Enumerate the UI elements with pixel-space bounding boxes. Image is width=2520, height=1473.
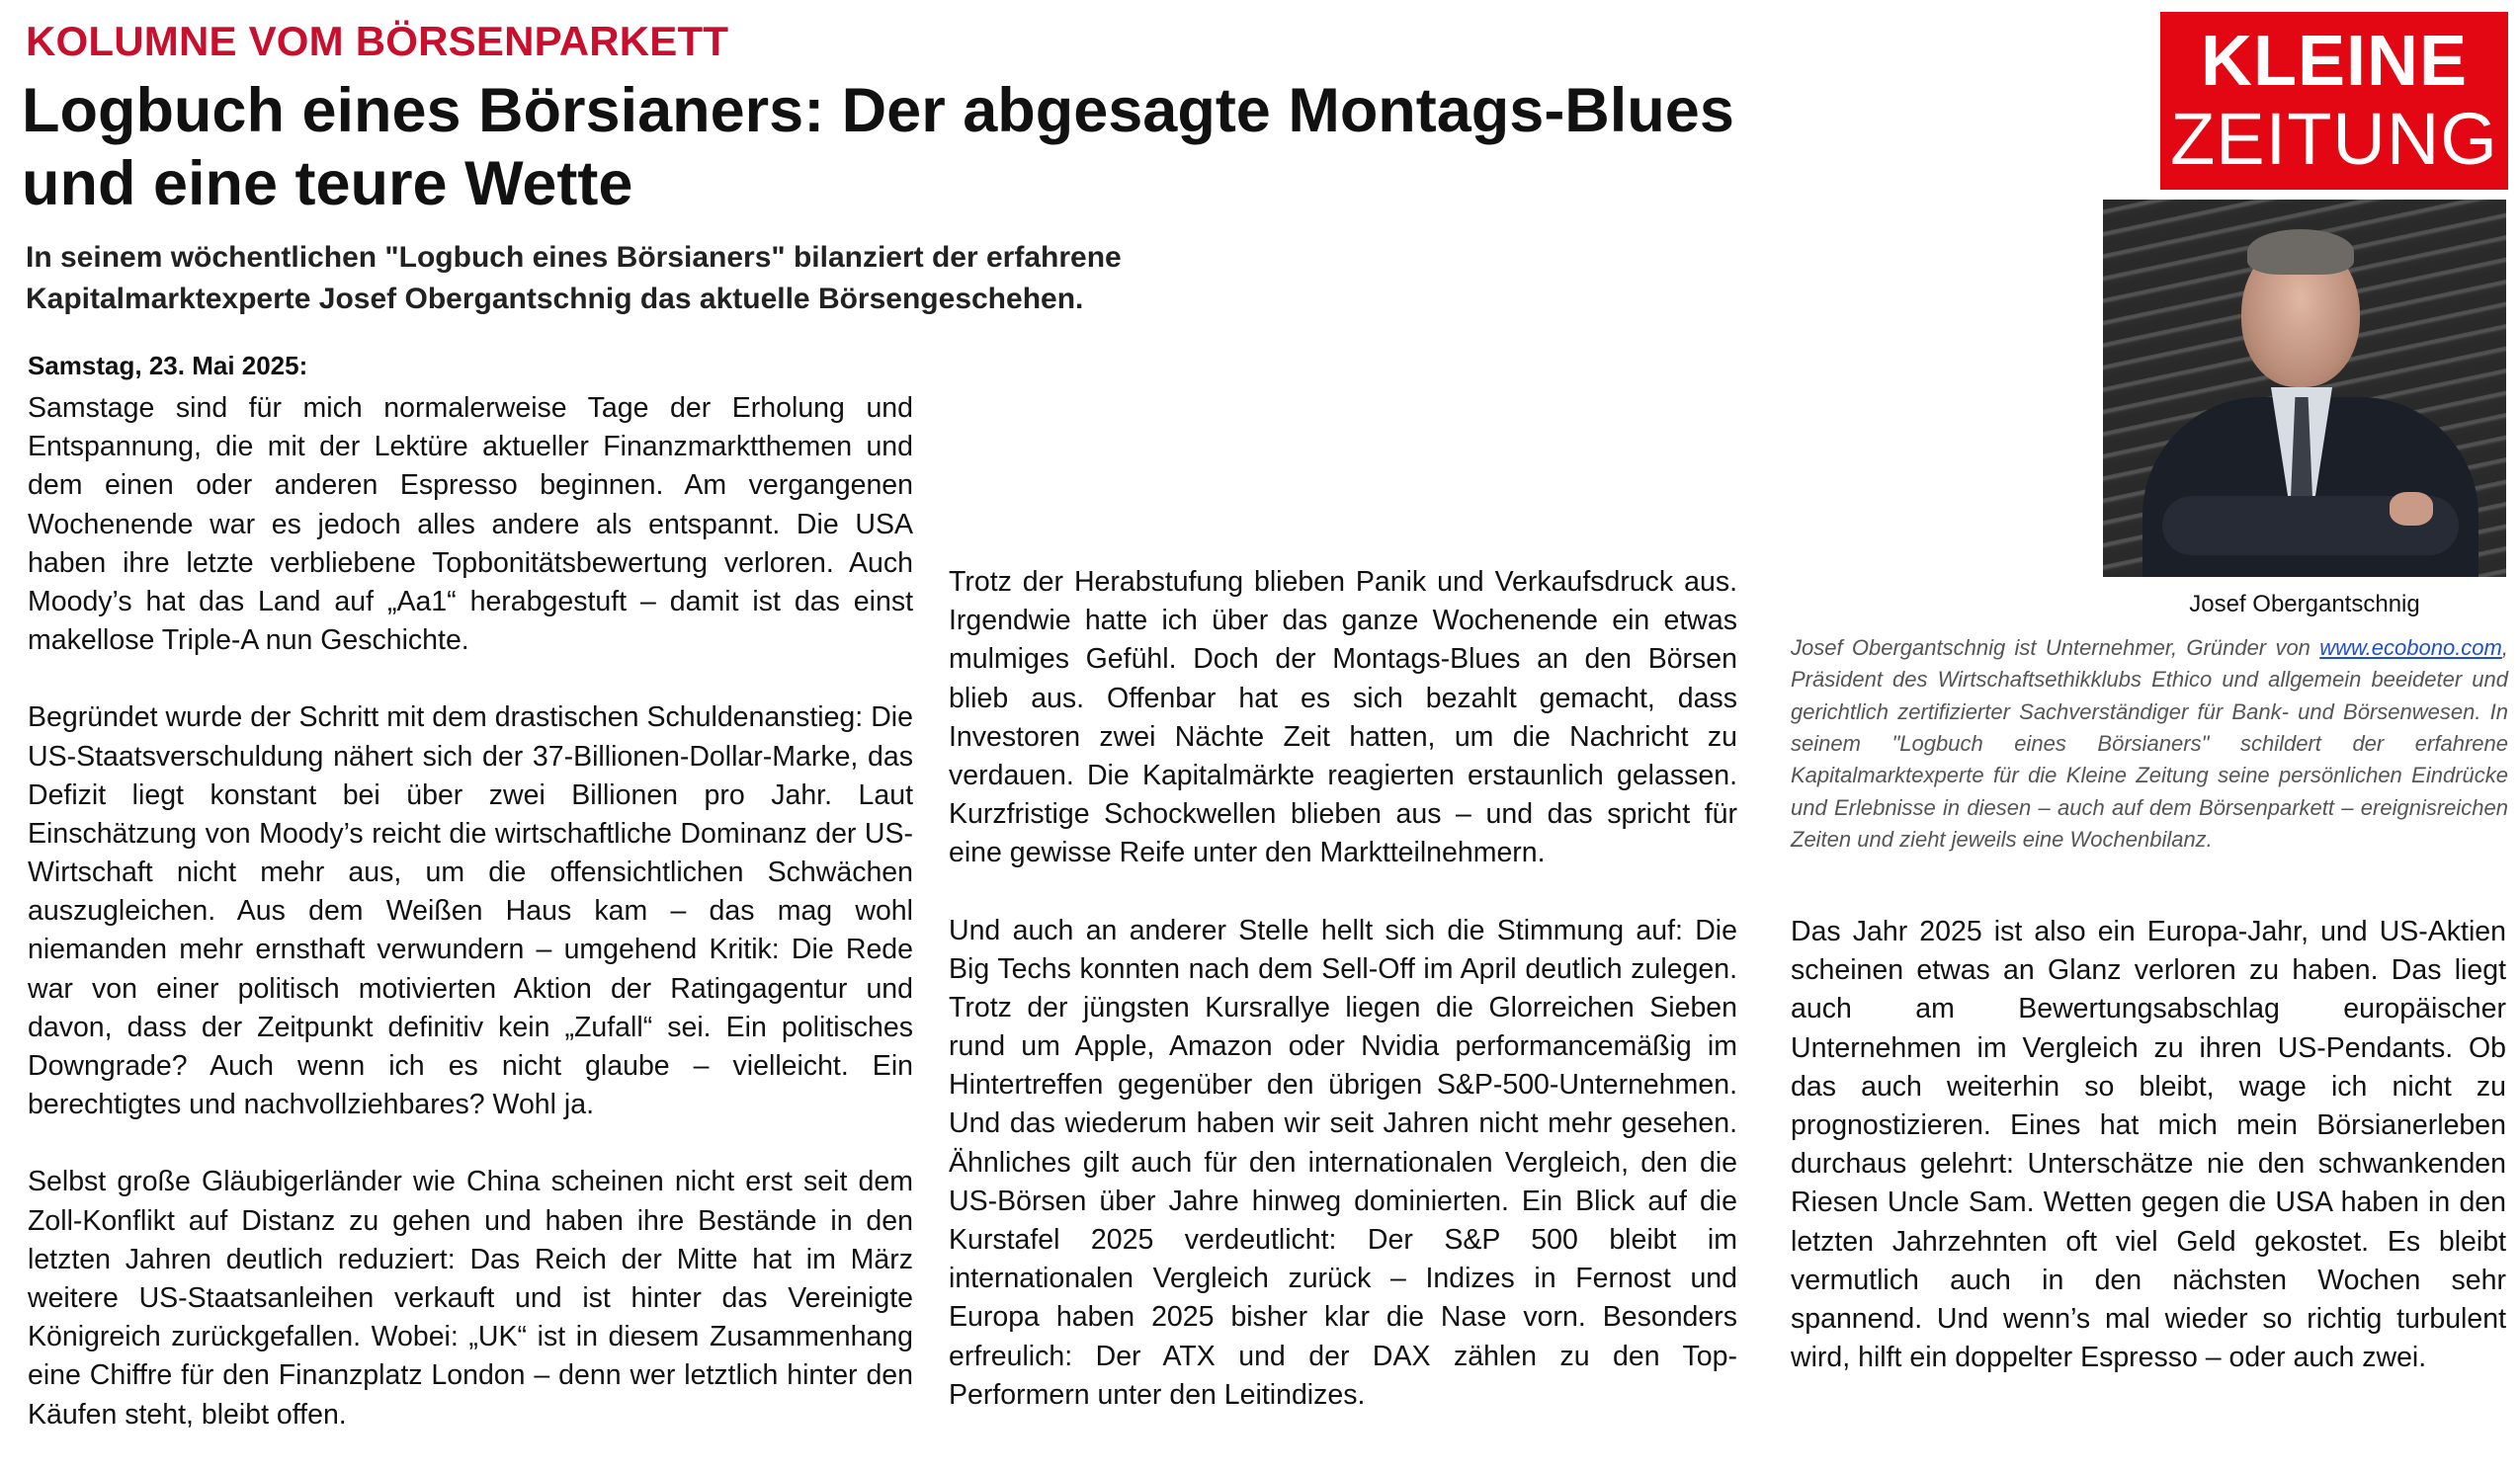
paragraph: Und auch an anderer Stelle hellt sich die Stimmung auf: Die Big Techs konnten nach dem Sell-Off im April deutlich zulegen. Trotz der jüngsten Kursrallye liegen die Glorreichen Sieben rund um Apple, Amazon oder Nvidia performancemäßig im Hintertreffen gegenüber den übrigen S&P-500-Unternehmen. Und das wiederum haben wir seit Jahren nicht mehr gesehen. Ähnliches gilt auch für den internationalen Vergleich, den die US-Börsen über Jahre hinweg dominierten. Ein Blick auf die Kurstafel 2025 verdeutlicht: Der S&P 500 bleibt im internationalen Vergleich zurück – Indizes in Fernost und Europa haben 2025 bisher klar die Nase vorn. Besonders erfreulich: Der ATX und der DAX zählen zu den Top-Performern unter den Leitindizes. [949, 914, 1737, 1411]
logo-line-2: ZEITUNG [2170, 98, 2498, 180]
logo-line-1: KLEINE [2200, 22, 2469, 101]
author-photo [2103, 200, 2506, 577]
bio-text-start: Josef Obergantschnig ist Unternehmer, Gründer von [1791, 635, 2320, 660]
text-column-2 [949, 563, 1737, 1453]
bio-text-end: , Präsident des Wirtschaftsethikklubs Ethico und allgemein beeideter und gerichtlich zertifizierter Sachverständiger für Bank- und Börsenwesen. In seinem "Logbuch eines Börsianers" schildert der erfahrene Kapitalmarktexperte für die Kleine Zeitung seine persönlichen Eindrücke und Erlebnisse in diesen – auch auf dem Börsenparkett – ereignisreichen Zeiten und zieht jeweils eine Wochenbilanz. [1791, 635, 2508, 852]
paragraph: Selbst große Gläubigerländer wie China scheinen nicht erst seit dem Zoll-Konflikt auf Distanz zu gehen und haben ihre Bestände in den letzten Jahren deutlich reduziert: Das Reich der Mitte hat im März weitere US-Staatsanleihen verkauft und ist hinter das Vereinigte Königreich zurückgefallen. Wobei: „UK“ ist in diesem Zusammenhang eine Chiffre für den Finanzplatz London – denn wer letztlich hinter den Käufen steht, bleibt offen. [28, 1166, 913, 1431]
paragraph: Trotz der Herabstufung blieben Panik und Verkaufsdruck aus. Irgendwie hatte ich über das ganze Wochenende ein etwas mulmiges Gefühl. Doch der Montags-Blues an den Börsen blieb aus. Offenbar hat es sich bezahlt gemacht, dass Investoren zwei Nächte Zeit hatten, um die Nachricht zu verdauen. Die Kapitalmärkte reagierten erstaunlich gelassen. Kurzfristige Schockwellen blieben aus – und das spricht für eine gewisse Reife unter den Marktteilnehmern. [949, 566, 1737, 869]
paragraph: Samstage sind für mich normalerweise Tage der Erholung und Entspannung, die mit der Lektüre aktueller Finanzmarktthemen und dem einen oder anderen Espresso beginnen. Am vergangenen Wochenende war es jedoch alles andere als entspannt. Die USA haben ihre letzte verbliebene Topbonitätsbewertung verloren. Auch Moody’s hat das Land auf „Aa1“ herabgestuft – damit ist das einst makellose Triple-A nun Geschichte. [28, 392, 913, 657]
article-lead: In seinem wöchentlichen "Logbuch eines Börsianers" bilanziert der erfahrene Kapitalmarktexperte Josef Obergantschnig das aktuelle Börsengeschehen. [26, 241, 1122, 315]
column-kicker: KOLUMNE VOM BÖRSENPARKETT [26, 18, 729, 64]
article-headline: Logbuch eines Börsianers: Der abgesagte Montags-Blues und eine teure Wette [22, 76, 1734, 219]
photo-hair [2247, 229, 2354, 275]
text-column-1 [28, 389, 913, 1473]
article-date: Samstag, 23. Mai 2025: [28, 351, 308, 380]
paragraph: Das Jahr 2025 ist also ein Europa-Jahr, und US-Aktien scheinen etwas an Glanz verloren zu haben. Das liegt auch am Bewertungsabschlag europäischer Unternehmen im Vergleich zu ihren US-Pendants. Ob das auch weiterhin so bleibt, wage ich nicht zu prognostizieren. Eines hat mich mein Börsianerleben durchaus gelehrt: Unterschätze nie den schwankenden Riesen Uncle Sam. Wetten gegen die USA haben in den letzten Jahrzehnten oft viel Geld gekostet. Es bleibt vermutlich auch in den nächsten Wochen sehr spannend. Und wenn’s mal wieder so richtig turbulent wird, hilft ein doppelter Espresso – oder auch zwei. [1791, 916, 2506, 1374]
text-column-3 [1791, 913, 2506, 1416]
paragraph: Begründet wurde der Schritt mit dem drastischen Schuldenanstieg: Die US-Staatsverschuldung nähert sich der 37-Billionen-Dollar-Marke, das Defizit liegt konstant bei über zwei Billionen pro Jahr. Laut Einschätzung von Moody’s reicht die wirtschaftliche Dominanz der US-Wirtschaft nicht mehr aus, um die offensichtlichen Schwächen auszugleichen. Aus dem Weißen Haus kam – das mag wohl niemanden mehr ernsthaft verwundern – umgehend Kritik: Die Rede war von einer politisch motivierten Aktion der Ratingagentur und davon, dass der Zeitpunkt definitiv kein „Zufall“ sei. Ein politisches Downgrade? Auch wenn ich es nicht glaube – vielleicht. Ein berechtigtes und nachvollziehbares? Wohl ja. [28, 701, 913, 1121]
photo-hand [2390, 492, 2433, 526]
photo-caption: Josef Obergantschnig [2189, 591, 2420, 617]
author-bio [1791, 632, 2508, 856]
ecobono-link[interactable]: www.ecobono.com [2319, 635, 2502, 660]
kleine-zeitung-logo [2160, 12, 2508, 190]
